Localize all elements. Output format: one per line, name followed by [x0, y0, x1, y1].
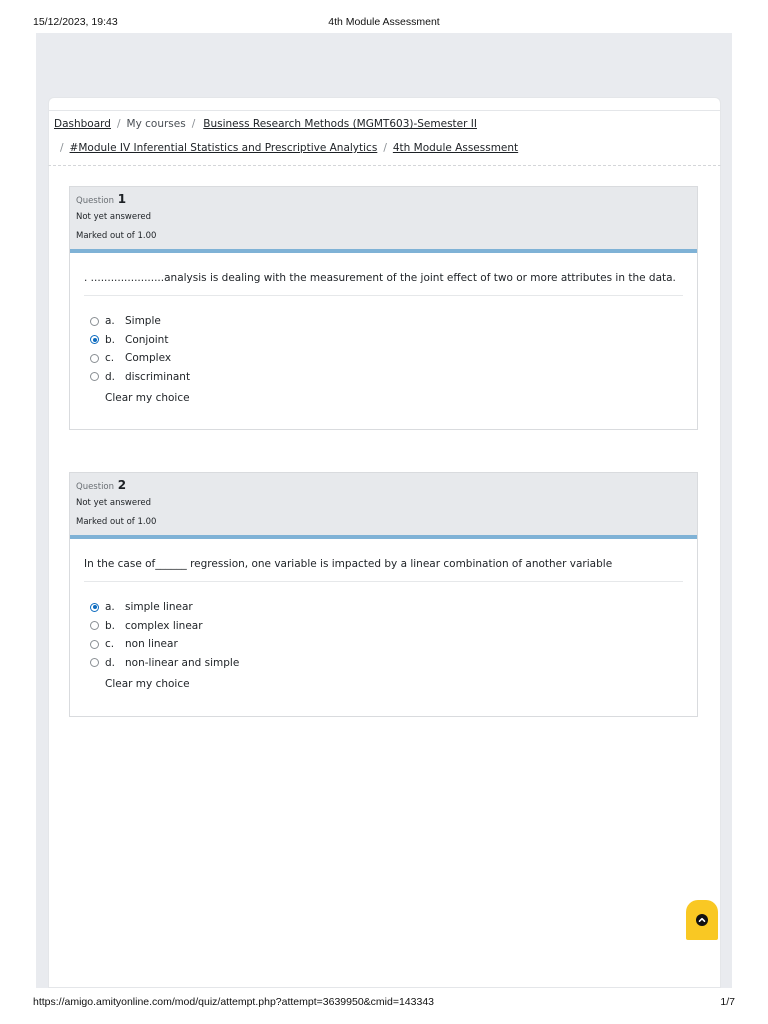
answer-letter: c.: [105, 638, 115, 651]
answer-option-c[interactable]: [84, 349, 683, 368]
breadcrumb-module[interactable]: #Module IV Inferential Statistics and Prescriptive Analytics: [69, 142, 378, 154]
radio-button-selected[interactable]: [90, 603, 99, 612]
answer-text: non linear: [125, 638, 178, 651]
question-text: In the case of______ regression, one variable is impacted by a linear combination of another variable: [84, 539, 683, 582]
answer-text: Simple: [125, 315, 161, 328]
print-date: 15/12/2023, 19:43: [33, 16, 118, 28]
question-number-value: 1: [117, 192, 127, 206]
chevron-up-icon: [696, 914, 708, 926]
answer-option-d[interactable]: [84, 368, 683, 387]
clear-choice-link[interactable]: Clear my choice: [105, 392, 190, 404]
clear-choice-link[interactable]: Clear my choice: [105, 678, 190, 690]
print-url: https://amigo.amityonline.com/mod/quiz/attempt.php?attempt=3639950&cmid=143343: [33, 996, 434, 1008]
question-number: [76, 192, 691, 208]
breadcrumb-separator: /: [116, 118, 121, 130]
question-label: Question: [76, 196, 115, 206]
radio-button[interactable]: [90, 640, 99, 649]
answer-letter: b.: [105, 619, 116, 632]
breadcrumb-quiz[interactable]: 4th Module Assessment: [392, 142, 519, 154]
answer-list: [84, 296, 683, 408]
question-label: Question: [76, 482, 115, 492]
question-number: [76, 478, 691, 494]
answer-text: Complex: [125, 352, 172, 365]
question-info: [70, 473, 697, 539]
question-1: [69, 186, 698, 430]
answer-text: complex linear: [125, 619, 203, 632]
breadcrumb-separator: /: [60, 142, 64, 154]
answer-letter: a.: [105, 315, 115, 328]
answer-option-d[interactable]: [84, 654, 683, 673]
radio-button[interactable]: [90, 621, 99, 630]
answer-text: non-linear and simple: [125, 656, 240, 669]
radio-button[interactable]: [90, 372, 99, 381]
answer-option-a[interactable]: [84, 312, 683, 331]
question-grade: Marked out of 1.00: [76, 231, 157, 241]
question-info: [70, 187, 697, 253]
question-content: [70, 253, 697, 408]
answer-text: discriminant: [125, 370, 191, 383]
question-state: Not yet answered: [76, 498, 152, 508]
answer-option-b[interactable]: [84, 331, 683, 350]
question-state: Not yet answered: [76, 212, 152, 222]
breadcrumb-dashboard[interactable]: Dashboard: [54, 118, 111, 130]
page-count: 1/7: [720, 996, 735, 1008]
answer-letter: d.: [105, 370, 116, 383]
question-text: . ......................analysis is dealing with the measurement of the joint effect of two or more attributes in the data.: [84, 253, 683, 296]
answer-list: [84, 582, 683, 694]
breadcrumb-course[interactable]: Business Research Methods (MGMT603)-Semester II: [203, 118, 477, 130]
answer-text: Conjoint: [125, 333, 169, 346]
breadcrumb-separator: /: [191, 118, 196, 130]
answer-letter: a.: [105, 601, 115, 614]
radio-button[interactable]: [90, 354, 99, 363]
print-footer: [33, 996, 735, 1010]
question-2: [69, 472, 698, 717]
question-number-value: 2: [117, 478, 127, 492]
breadcrumb-my-courses: My courses: [126, 118, 186, 130]
answer-letter: b.: [105, 333, 116, 346]
answer-text: simple linear: [125, 601, 193, 614]
answer-letter: c.: [105, 352, 115, 365]
answer-option-a[interactable]: [84, 598, 683, 617]
answer-letter: d.: [105, 656, 116, 669]
radio-button-selected[interactable]: [90, 335, 99, 344]
question-grade: Marked out of 1.00: [76, 517, 157, 527]
scroll-to-top-button[interactable]: [686, 900, 718, 940]
breadcrumb-separator: /: [383, 142, 387, 154]
radio-button[interactable]: [90, 658, 99, 667]
breadcrumb: [48, 110, 721, 166]
radio-button[interactable]: [90, 317, 99, 326]
print-header: [33, 16, 735, 30]
print-title: 4th Module Assessment: [328, 16, 440, 28]
answer-option-c[interactable]: [84, 635, 683, 654]
answer-option-b[interactable]: [84, 617, 683, 636]
question-content: [70, 539, 697, 694]
